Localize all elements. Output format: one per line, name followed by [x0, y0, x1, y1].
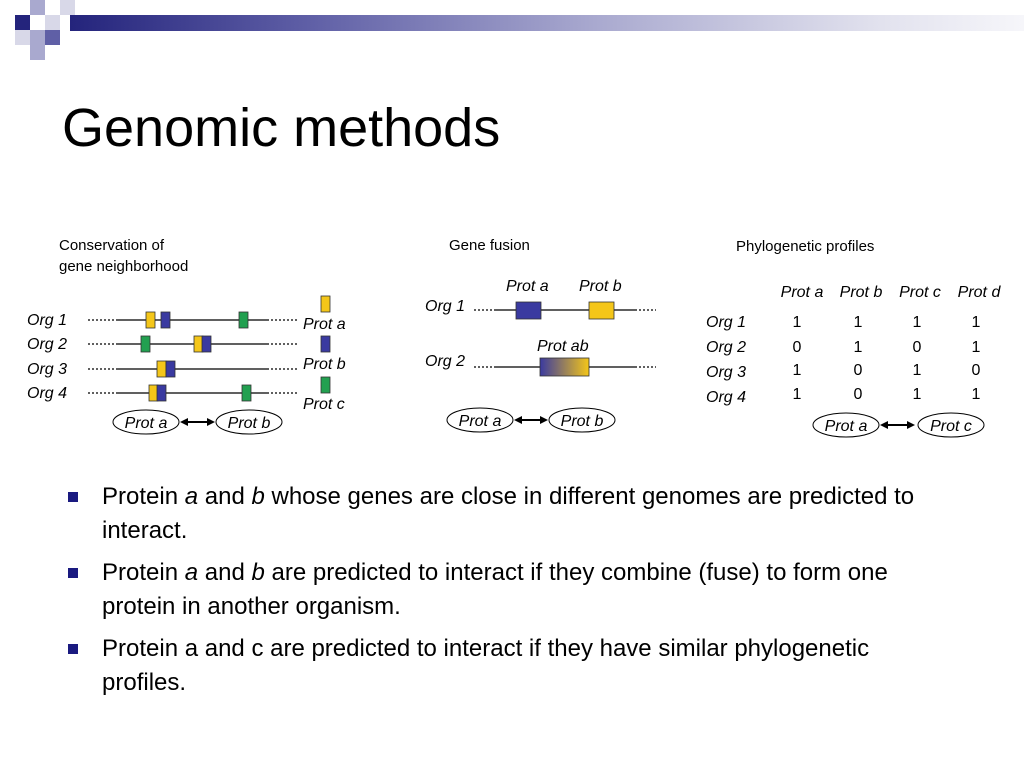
- profile-cell: 1: [912, 362, 922, 379]
- profile-row-org: Org 2: [706, 339, 747, 356]
- profile-cell: 0: [853, 386, 863, 403]
- profile-cell: 1: [853, 314, 863, 331]
- legend-swatch-prot-a: [321, 296, 330, 312]
- gene-prot-c: [141, 336, 150, 352]
- fusion-org1-gene-b-label: Prot b: [579, 278, 622, 295]
- fusion-title: Gene fusion: [449, 237, 530, 254]
- bullet-item: Protein a and b whose genes are close in different genomes are predicted to interact.: [64, 480, 954, 548]
- profiles-interaction-left-label: Prot a: [824, 418, 868, 435]
- fusion-org1-gene-a-label: Prot a: [506, 278, 549, 295]
- fusion-gene-prot-a: [516, 302, 541, 319]
- profile-cell: 1: [971, 339, 981, 356]
- profiles-title: Phylogenetic profiles: [736, 238, 875, 255]
- legend-label-prot-b: Prot b: [303, 356, 346, 373]
- legend-swatch-prot-c: [321, 377, 330, 393]
- profile-column-header: Prot d: [957, 284, 1001, 301]
- fusion-interaction-left-label: Prot a: [458, 413, 502, 430]
- profile-cell: 1: [792, 314, 802, 331]
- neighborhood-title-line1: Conservation of: [59, 237, 165, 254]
- slide-title: Genomic methods: [62, 98, 501, 158]
- profile-cell: 1: [971, 314, 981, 331]
- profile-cell: 0: [792, 339, 802, 356]
- gene-prot-b: [166, 361, 175, 377]
- fusion-interaction-right-label: Prot b: [560, 413, 604, 430]
- fusion-org1-label: Org 1: [425, 298, 466, 315]
- gene-prot-b: [202, 336, 211, 352]
- fused-gene-prot-ab: [540, 358, 589, 376]
- bullet-square-icon: [68, 492, 78, 502]
- profile-row-org: Org 4: [706, 389, 747, 406]
- profile-row-org: Org 3: [706, 364, 747, 381]
- genome-lines: [88, 320, 297, 393]
- profile-row-org: Org 1: [706, 314, 747, 331]
- legend-label-prot-c: Prot c: [303, 396, 345, 413]
- fusion-org2-gene-label: Prot ab: [537, 338, 589, 355]
- org-label: Org 4: [27, 385, 68, 402]
- gene-prot-b: [161, 312, 170, 328]
- profile-column-header: Prot a: [780, 284, 824, 301]
- profile-column-header: Prot b: [839, 284, 883, 301]
- profile-cell: 1: [912, 386, 922, 403]
- legend-label-prot-a: Prot a: [303, 316, 346, 333]
- profile-cell: 1: [792, 386, 802, 403]
- panel-gene-neighborhood: [27, 237, 346, 434]
- panel-phylogenetic-profiles: [706, 238, 1001, 437]
- fusion-gene-prot-b: [589, 302, 614, 319]
- legend-swatch-prot-b: [321, 336, 330, 352]
- profile-cell: 1: [971, 386, 981, 403]
- interaction-left-label: Prot a: [124, 415, 168, 432]
- profiles-interaction-right-label: Prot c: [930, 418, 972, 435]
- gene-prot-b: [157, 385, 166, 401]
- org-label: Org 1: [27, 312, 68, 329]
- profile-cell: 1: [792, 362, 802, 379]
- profile-cell: 0: [853, 362, 863, 379]
- bullet-square-icon: [68, 568, 78, 578]
- profile-column-header: Prot c: [899, 284, 941, 301]
- gene-prot-c: [242, 385, 251, 401]
- bullet-square-icon: [68, 644, 78, 654]
- profile-cell: 0: [912, 339, 922, 356]
- profile-cell: 1: [912, 314, 922, 331]
- org-label: Org 3: [27, 361, 68, 378]
- panel-gene-fusion: [425, 237, 656, 432]
- profile-cell: 1: [853, 339, 863, 356]
- gene-prot-c: [239, 312, 248, 328]
- fusion-org2-label: Org 2: [425, 353, 466, 370]
- bullet-list: [64, 480, 954, 708]
- profile-cell: 0: [971, 362, 981, 379]
- gene-prot-a: [157, 361, 166, 377]
- genes: [141, 312, 251, 401]
- interaction-right-label: Prot b: [227, 415, 271, 432]
- neighborhood-title-line2: gene neighborhood: [59, 258, 189, 275]
- gene-prot-a: [146, 312, 155, 328]
- bullet-item: Protein a and b are predicted to interact if they combine (fuse) to form one protein in another organism.: [64, 556, 954, 624]
- bullet-item: Protein a and c are predicted to interact if they have similar phylogenetic profiles.: [64, 632, 954, 700]
- org-label: Org 2: [27, 336, 68, 353]
